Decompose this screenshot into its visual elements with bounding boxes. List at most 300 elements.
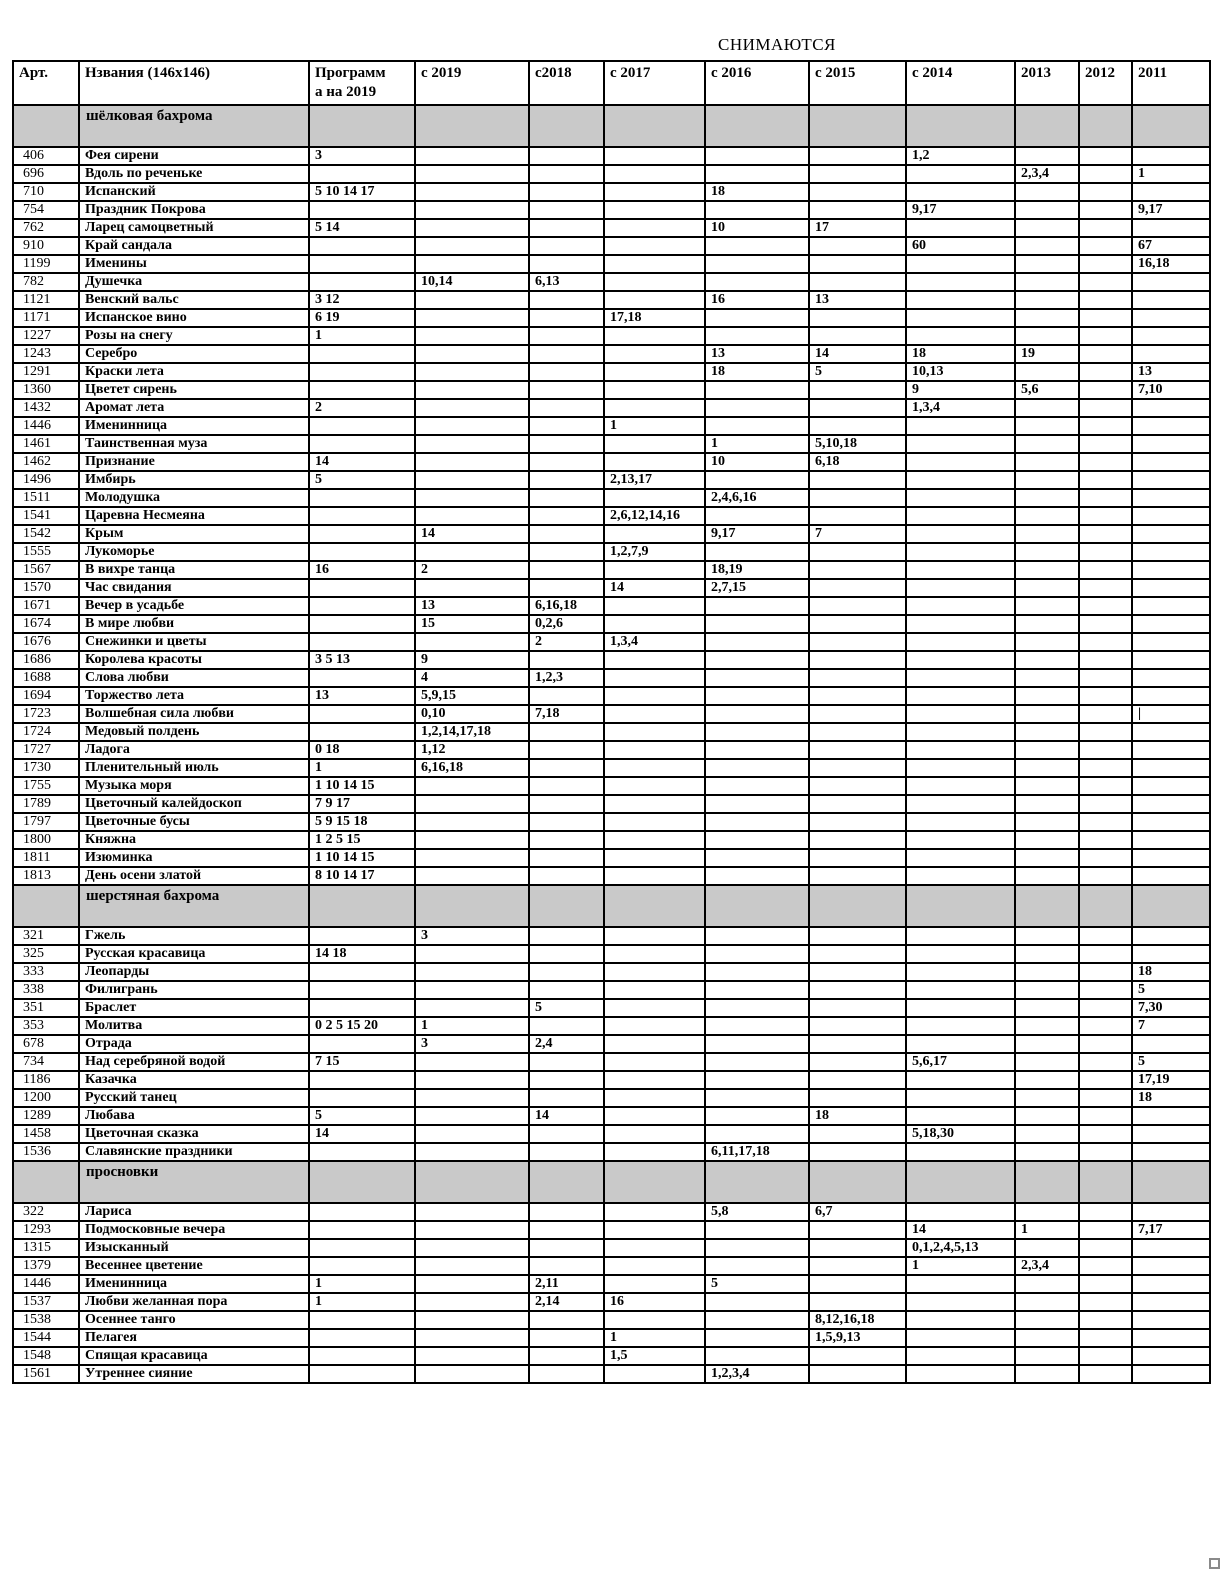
- header-name[interactable]: Нзвания (146x146): [79, 61, 309, 105]
- s2019-cell[interactable]: [415, 183, 529, 201]
- s2018-cell[interactable]: 5: [529, 999, 604, 1017]
- s2017-cell[interactable]: [604, 237, 705, 255]
- s2016-cell[interactable]: [705, 1125, 809, 1143]
- y2011-cell[interactable]: 9,17: [1132, 201, 1210, 219]
- s2017-cell[interactable]: [604, 927, 705, 945]
- s2017-cell[interactable]: [604, 1107, 705, 1125]
- y2011-cell[interactable]: 13: [1132, 363, 1210, 381]
- s2017-cell[interactable]: [604, 1071, 705, 1089]
- y2012-cell[interactable]: [1079, 363, 1132, 381]
- name-cell[interactable]: Испанское вино: [79, 309, 309, 327]
- y2012-cell[interactable]: [1079, 687, 1132, 705]
- name-cell[interactable]: Пленительный июль: [79, 759, 309, 777]
- s2019-cell[interactable]: 0,10: [415, 705, 529, 723]
- y2013-cell[interactable]: [1015, 795, 1079, 813]
- s2017-cell[interactable]: [604, 651, 705, 669]
- s2016-cell[interactable]: [705, 945, 809, 963]
- section-empty-cell[interactable]: [529, 105, 604, 147]
- s2018-cell[interactable]: [529, 651, 604, 669]
- s2015-cell[interactable]: 13: [809, 291, 906, 309]
- s2016-cell[interactable]: [705, 723, 809, 741]
- y2013-cell[interactable]: [1015, 981, 1079, 999]
- art-cell[interactable]: 406: [13, 147, 79, 165]
- y2011-cell[interactable]: [1132, 1035, 1210, 1053]
- s2018-cell[interactable]: [529, 981, 604, 999]
- section-empty-cell[interactable]: [604, 1161, 705, 1203]
- y2011-cell[interactable]: [1132, 183, 1210, 201]
- programma-cell[interactable]: [309, 1257, 415, 1275]
- art-cell[interactable]: 1555: [13, 543, 79, 561]
- programma-cell[interactable]: 14: [309, 453, 415, 471]
- s2014-cell[interactable]: [906, 1035, 1015, 1053]
- y2011-cell[interactable]: 7,30: [1132, 999, 1210, 1017]
- s2018-cell[interactable]: [529, 795, 604, 813]
- s2017-cell[interactable]: [604, 363, 705, 381]
- s2019-cell[interactable]: 4: [415, 669, 529, 687]
- y2011-cell[interactable]: [1132, 147, 1210, 165]
- s2018-cell[interactable]: 2,14: [529, 1293, 604, 1311]
- y2011-cell[interactable]: [1132, 1239, 1210, 1257]
- s2019-cell[interactable]: [415, 1203, 529, 1221]
- section-empty-cell[interactable]: [13, 105, 79, 147]
- s2015-cell[interactable]: [809, 813, 906, 831]
- s2019-cell[interactable]: [415, 543, 529, 561]
- y2011-cell[interactable]: [1132, 723, 1210, 741]
- s2016-cell[interactable]: [705, 633, 809, 651]
- section-empty-cell[interactable]: [309, 105, 415, 147]
- programma-cell[interactable]: 1: [309, 1275, 415, 1293]
- s2017-cell[interactable]: [604, 1221, 705, 1239]
- y2011-cell[interactable]: [1132, 651, 1210, 669]
- y2013-cell[interactable]: [1015, 327, 1079, 345]
- s2018-cell[interactable]: [529, 543, 604, 561]
- s2017-cell[interactable]: [604, 867, 705, 885]
- section-empty-cell[interactable]: [1132, 1161, 1210, 1203]
- s2014-cell[interactable]: [906, 927, 1015, 945]
- y2013-cell[interactable]: [1015, 435, 1079, 453]
- s2015-cell[interactable]: [809, 1035, 906, 1053]
- name-cell[interactable]: Душечка: [79, 273, 309, 291]
- s2017-cell[interactable]: 14: [604, 579, 705, 597]
- s2017-cell[interactable]: [604, 561, 705, 579]
- art-cell[interactable]: 762: [13, 219, 79, 237]
- y2012-cell[interactable]: [1079, 1329, 1132, 1347]
- s2018-cell[interactable]: [529, 309, 604, 327]
- y2012-cell[interactable]: [1079, 1143, 1132, 1161]
- s2016-cell[interactable]: 10: [705, 453, 809, 471]
- name-cell[interactable]: Вдоль по реченьке: [79, 165, 309, 183]
- y2011-cell[interactable]: [1132, 1143, 1210, 1161]
- y2011-cell[interactable]: [1132, 867, 1210, 885]
- s2016-cell[interactable]: [705, 327, 809, 345]
- s2019-cell[interactable]: [415, 633, 529, 651]
- section-empty-cell[interactable]: [705, 885, 809, 927]
- s2017-cell[interactable]: [604, 777, 705, 795]
- y2011-cell[interactable]: [1132, 327, 1210, 345]
- s2018-cell[interactable]: [529, 183, 604, 201]
- s2016-cell[interactable]: [705, 687, 809, 705]
- y2012-cell[interactable]: [1079, 1071, 1132, 1089]
- s2018-cell[interactable]: [529, 813, 604, 831]
- s2018-cell[interactable]: 6,13: [529, 273, 604, 291]
- art-cell[interactable]: 1723: [13, 705, 79, 723]
- y2012-cell[interactable]: [1079, 1017, 1132, 1035]
- s2015-cell[interactable]: [809, 633, 906, 651]
- programma-cell[interactable]: [309, 1221, 415, 1239]
- y2011-cell[interactable]: [1132, 399, 1210, 417]
- s2017-cell[interactable]: [604, 327, 705, 345]
- s2014-cell[interactable]: 9: [906, 381, 1015, 399]
- y2012-cell[interactable]: [1079, 507, 1132, 525]
- y2011-cell[interactable]: [1132, 1275, 1210, 1293]
- y2012-cell[interactable]: [1079, 1221, 1132, 1239]
- art-cell[interactable]: 1811: [13, 849, 79, 867]
- y2011-cell[interactable]: [1132, 561, 1210, 579]
- y2012-cell[interactable]: [1079, 327, 1132, 345]
- y2013-cell[interactable]: [1015, 489, 1079, 507]
- s2016-cell[interactable]: [705, 1347, 809, 1365]
- s2015-cell[interactable]: [809, 1239, 906, 1257]
- section-empty-cell[interactable]: [604, 105, 705, 147]
- y2011-cell[interactable]: |: [1132, 705, 1210, 723]
- art-cell[interactable]: 782: [13, 273, 79, 291]
- y2013-cell[interactable]: [1015, 579, 1079, 597]
- s2019-cell[interactable]: [415, 1107, 529, 1125]
- y2013-cell[interactable]: [1015, 963, 1079, 981]
- s2018-cell[interactable]: [529, 831, 604, 849]
- s2019-cell[interactable]: [415, 255, 529, 273]
- y2011-cell[interactable]: [1132, 633, 1210, 651]
- y2012-cell[interactable]: [1079, 453, 1132, 471]
- s2018-cell[interactable]: [529, 579, 604, 597]
- s2014-cell[interactable]: [906, 165, 1015, 183]
- s2018-cell[interactable]: 6,16,18: [529, 597, 604, 615]
- y2011-cell[interactable]: [1132, 489, 1210, 507]
- y2011-cell[interactable]: [1132, 291, 1210, 309]
- s2018-cell[interactable]: [529, 507, 604, 525]
- s2017-cell[interactable]: [604, 1239, 705, 1257]
- s2017-cell[interactable]: [604, 345, 705, 363]
- s2016-cell[interactable]: [705, 705, 809, 723]
- y2011-cell[interactable]: [1132, 453, 1210, 471]
- s2017-cell[interactable]: [604, 453, 705, 471]
- s2019-cell[interactable]: [415, 1311, 529, 1329]
- s2018-cell[interactable]: [529, 927, 604, 945]
- y2013-cell[interactable]: [1015, 759, 1079, 777]
- name-cell[interactable]: Край сандала: [79, 237, 309, 255]
- art-cell[interactable]: 321: [13, 927, 79, 945]
- art-cell[interactable]: 1461: [13, 435, 79, 453]
- s2019-cell[interactable]: [415, 309, 529, 327]
- y2011-cell[interactable]: 7,17: [1132, 1221, 1210, 1239]
- s2014-cell[interactable]: 10,13: [906, 363, 1015, 381]
- name-cell[interactable]: Серебро: [79, 345, 309, 363]
- art-cell[interactable]: 910: [13, 237, 79, 255]
- y2011-cell[interactable]: 18: [1132, 963, 1210, 981]
- name-cell[interactable]: Музыка моря: [79, 777, 309, 795]
- art-cell[interactable]: 1227: [13, 327, 79, 345]
- name-cell[interactable]: Браслет: [79, 999, 309, 1017]
- y2013-cell[interactable]: [1015, 999, 1079, 1017]
- y2013-cell[interactable]: [1015, 927, 1079, 945]
- art-cell[interactable]: 1446: [13, 417, 79, 435]
- programma-cell[interactable]: [309, 1089, 415, 1107]
- y2011-cell[interactable]: [1132, 759, 1210, 777]
- programma-cell[interactable]: [309, 1329, 415, 1347]
- art-cell[interactable]: 1544: [13, 1329, 79, 1347]
- s2018-cell[interactable]: [529, 417, 604, 435]
- section-empty-cell[interactable]: [1132, 885, 1210, 927]
- art-cell[interactable]: 1171: [13, 309, 79, 327]
- s2014-cell[interactable]: 14: [906, 1221, 1015, 1239]
- s2019-cell[interactable]: 2: [415, 561, 529, 579]
- art-cell[interactable]: 678: [13, 1035, 79, 1053]
- y2013-cell[interactable]: [1015, 255, 1079, 273]
- y2012-cell[interactable]: [1079, 345, 1132, 363]
- y2013-cell[interactable]: [1015, 1143, 1079, 1161]
- y2012-cell[interactable]: [1079, 963, 1132, 981]
- s2014-cell[interactable]: [906, 1311, 1015, 1329]
- y2012-cell[interactable]: [1079, 867, 1132, 885]
- y2012-cell[interactable]: [1079, 489, 1132, 507]
- y2012-cell[interactable]: [1079, 1203, 1132, 1221]
- y2013-cell[interactable]: 2,3,4: [1015, 165, 1079, 183]
- s2018-cell[interactable]: [529, 435, 604, 453]
- y2012-cell[interactable]: [1079, 237, 1132, 255]
- name-cell[interactable]: Таинственная муза: [79, 435, 309, 453]
- s2014-cell[interactable]: [906, 981, 1015, 999]
- s2019-cell[interactable]: [415, 945, 529, 963]
- y2013-cell[interactable]: [1015, 777, 1079, 795]
- s2018-cell[interactable]: 2: [529, 633, 604, 651]
- s2019-cell[interactable]: [415, 417, 529, 435]
- y2011-cell[interactable]: [1132, 597, 1210, 615]
- section-empty-cell[interactable]: [906, 1161, 1015, 1203]
- s2017-cell[interactable]: [604, 1035, 705, 1053]
- y2012-cell[interactable]: [1079, 1053, 1132, 1071]
- y2012-cell[interactable]: [1079, 201, 1132, 219]
- s2015-cell[interactable]: [809, 399, 906, 417]
- art-cell[interactable]: 1538: [13, 1311, 79, 1329]
- y2011-cell[interactable]: [1132, 1365, 1210, 1383]
- s2014-cell[interactable]: [906, 561, 1015, 579]
- s2017-cell[interactable]: [604, 741, 705, 759]
- s2014-cell[interactable]: [906, 1107, 1015, 1125]
- y2012-cell[interactable]: [1079, 1257, 1132, 1275]
- y2013-cell[interactable]: [1015, 1365, 1079, 1383]
- programma-cell[interactable]: [309, 597, 415, 615]
- s2019-cell[interactable]: [415, 1053, 529, 1071]
- s2016-cell[interactable]: [705, 309, 809, 327]
- y2012-cell[interactable]: [1079, 561, 1132, 579]
- s2015-cell[interactable]: [809, 963, 906, 981]
- y2013-cell[interactable]: [1015, 687, 1079, 705]
- y2011-cell[interactable]: [1132, 1125, 1210, 1143]
- y2012-cell[interactable]: [1079, 381, 1132, 399]
- s2017-cell[interactable]: [604, 999, 705, 1017]
- s2018-cell[interactable]: [529, 1221, 604, 1239]
- s2014-cell[interactable]: [906, 1143, 1015, 1161]
- s2015-cell[interactable]: [809, 669, 906, 687]
- name-cell[interactable]: Славянские праздники: [79, 1143, 309, 1161]
- programma-cell[interactable]: [309, 669, 415, 687]
- s2018-cell[interactable]: [529, 1053, 604, 1071]
- name-cell[interactable]: Русская красавица: [79, 945, 309, 963]
- section-empty-cell[interactable]: [906, 105, 1015, 147]
- y2013-cell[interactable]: [1015, 1035, 1079, 1053]
- s2016-cell[interactable]: 5: [705, 1275, 809, 1293]
- y2013-cell[interactable]: [1015, 1347, 1079, 1365]
- s2016-cell[interactable]: [705, 1089, 809, 1107]
- y2012-cell[interactable]: [1079, 723, 1132, 741]
- s2015-cell[interactable]: [809, 381, 906, 399]
- s2019-cell[interactable]: [415, 291, 529, 309]
- y2012-cell[interactable]: [1079, 927, 1132, 945]
- s2019-cell[interactable]: [415, 1071, 529, 1089]
- s2017-cell[interactable]: [604, 399, 705, 417]
- y2013-cell[interactable]: [1015, 1071, 1079, 1089]
- s2018-cell[interactable]: 0,2,6: [529, 615, 604, 633]
- s2015-cell[interactable]: [809, 615, 906, 633]
- s2014-cell[interactable]: [906, 741, 1015, 759]
- s2014-cell[interactable]: [906, 219, 1015, 237]
- s2014-cell[interactable]: [906, 963, 1015, 981]
- name-cell[interactable]: Имбирь: [79, 471, 309, 489]
- y2012-cell[interactable]: [1079, 273, 1132, 291]
- s2018-cell[interactable]: [529, 1239, 604, 1257]
- name-cell[interactable]: Над серебряной водой: [79, 1053, 309, 1071]
- header-s2016[interactable]: с 2016: [705, 61, 809, 105]
- s2015-cell[interactable]: [809, 723, 906, 741]
- art-cell[interactable]: 1360: [13, 381, 79, 399]
- s2018-cell[interactable]: [529, 1203, 604, 1221]
- s2015-cell[interactable]: 6,18: [809, 453, 906, 471]
- name-cell[interactable]: Лукоморье: [79, 543, 309, 561]
- s2014-cell[interactable]: [906, 849, 1015, 867]
- s2018-cell[interactable]: [529, 453, 604, 471]
- s2015-cell[interactable]: 8,12,16,18: [809, 1311, 906, 1329]
- name-cell[interactable]: Именинница: [79, 1275, 309, 1293]
- programma-cell[interactable]: [309, 927, 415, 945]
- s2014-cell[interactable]: 0,1,2,4,5,13: [906, 1239, 1015, 1257]
- art-cell[interactable]: 696: [13, 165, 79, 183]
- s2019-cell[interactable]: [415, 381, 529, 399]
- name-cell[interactable]: Весеннее цветение: [79, 1257, 309, 1275]
- s2014-cell[interactable]: [906, 651, 1015, 669]
- programma-cell[interactable]: 6 19: [309, 309, 415, 327]
- name-cell[interactable]: Утреннее сияние: [79, 1365, 309, 1383]
- section-empty-cell[interactable]: [604, 885, 705, 927]
- y2013-cell[interactable]: [1015, 1203, 1079, 1221]
- programma-cell[interactable]: [309, 705, 415, 723]
- name-cell[interactable]: Именинница: [79, 417, 309, 435]
- y2011-cell[interactable]: [1132, 831, 1210, 849]
- s2017-cell[interactable]: [604, 219, 705, 237]
- programma-cell[interactable]: [309, 1143, 415, 1161]
- s2016-cell[interactable]: [705, 981, 809, 999]
- y2013-cell[interactable]: 19: [1015, 345, 1079, 363]
- s2017-cell[interactable]: [604, 1203, 705, 1221]
- s2015-cell[interactable]: [809, 945, 906, 963]
- s2017-cell[interactable]: [604, 255, 705, 273]
- y2013-cell[interactable]: [1015, 1053, 1079, 1071]
- y2012-cell[interactable]: [1079, 1089, 1132, 1107]
- s2014-cell[interactable]: [906, 525, 1015, 543]
- s2019-cell[interactable]: [415, 471, 529, 489]
- header-2013[interactable]: 2013: [1015, 61, 1079, 105]
- s2015-cell[interactable]: [809, 849, 906, 867]
- y2013-cell[interactable]: [1015, 201, 1079, 219]
- s2018-cell[interactable]: 2,11: [529, 1275, 604, 1293]
- programma-cell[interactable]: [309, 963, 415, 981]
- s2014-cell[interactable]: [906, 417, 1015, 435]
- s2019-cell[interactable]: [415, 999, 529, 1017]
- s2016-cell[interactable]: 5,8: [705, 1203, 809, 1221]
- y2012-cell[interactable]: [1079, 831, 1132, 849]
- s2015-cell[interactable]: [809, 1053, 906, 1071]
- s2017-cell[interactable]: [604, 795, 705, 813]
- s2014-cell[interactable]: 5,18,30: [906, 1125, 1015, 1143]
- y2013-cell[interactable]: [1015, 1275, 1079, 1293]
- s2016-cell[interactable]: [705, 1293, 809, 1311]
- y2012-cell[interactable]: [1079, 435, 1132, 453]
- s2016-cell[interactable]: 2,4,6,16: [705, 489, 809, 507]
- name-cell[interactable]: Цветет сирень: [79, 381, 309, 399]
- art-cell[interactable]: 1727: [13, 741, 79, 759]
- s2015-cell[interactable]: [809, 867, 906, 885]
- y2013-cell[interactable]: [1015, 147, 1079, 165]
- y2013-cell[interactable]: [1015, 669, 1079, 687]
- y2013-cell[interactable]: [1015, 399, 1079, 417]
- name-cell[interactable]: Цветочные бусы: [79, 813, 309, 831]
- y2012-cell[interactable]: [1079, 183, 1132, 201]
- header-s2015[interactable]: с 2015: [809, 61, 906, 105]
- programma-cell[interactable]: [309, 381, 415, 399]
- s2014-cell[interactable]: [906, 705, 1015, 723]
- y2011-cell[interactable]: [1132, 309, 1210, 327]
- s2014-cell[interactable]: [906, 1017, 1015, 1035]
- s2016-cell[interactable]: [705, 1311, 809, 1329]
- s2015-cell[interactable]: 6,7: [809, 1203, 906, 1221]
- s2015-cell[interactable]: [809, 201, 906, 219]
- y2012-cell[interactable]: [1079, 543, 1132, 561]
- s2019-cell[interactable]: [415, 579, 529, 597]
- art-cell[interactable]: 1561: [13, 1365, 79, 1383]
- s2016-cell[interactable]: [705, 867, 809, 885]
- s2016-cell[interactable]: [705, 831, 809, 849]
- s2019-cell[interactable]: 15: [415, 615, 529, 633]
- s2016-cell[interactable]: 10: [705, 219, 809, 237]
- y2013-cell[interactable]: [1015, 1293, 1079, 1311]
- y2011-cell[interactable]: [1132, 687, 1210, 705]
- section-empty-cell[interactable]: [529, 885, 604, 927]
- programma-cell[interactable]: [309, 543, 415, 561]
- s2018-cell[interactable]: [529, 219, 604, 237]
- s2017-cell[interactable]: [604, 945, 705, 963]
- section-empty-cell[interactable]: [1132, 105, 1210, 147]
- s2017-cell[interactable]: [604, 525, 705, 543]
- s2015-cell[interactable]: [809, 543, 906, 561]
- programma-cell[interactable]: [309, 165, 415, 183]
- section-label[interactable]: шёлковая бахрома: [79, 105, 309, 147]
- s2018-cell[interactable]: [529, 849, 604, 867]
- s2014-cell[interactable]: [906, 435, 1015, 453]
- y2012-cell[interactable]: [1079, 1347, 1132, 1365]
- s2015-cell[interactable]: [809, 687, 906, 705]
- programma-cell[interactable]: 5: [309, 1107, 415, 1125]
- art-cell[interactable]: 1694: [13, 687, 79, 705]
- s2019-cell[interactable]: 6,16,18: [415, 759, 529, 777]
